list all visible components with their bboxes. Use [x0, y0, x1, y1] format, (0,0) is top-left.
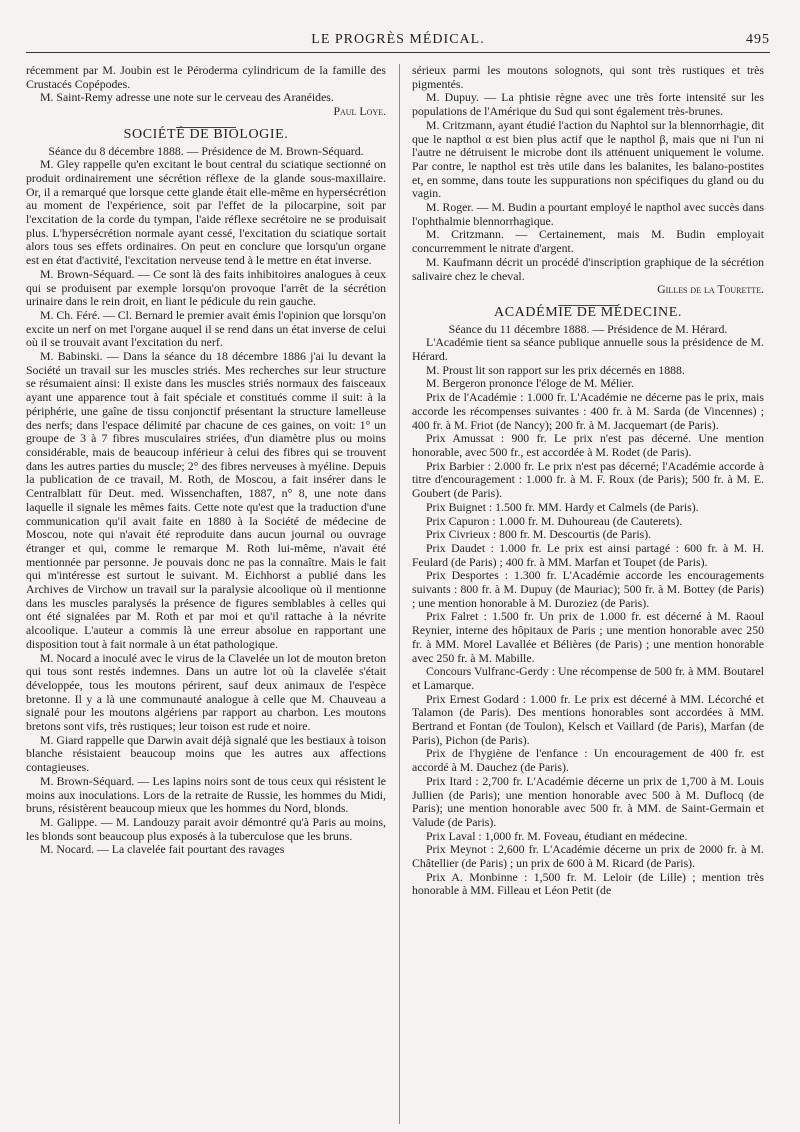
paragraph: M. Critzmann. — Certainement, mais M. Budin employait concurremment le nitrate d'argent. — [412, 227, 764, 256]
paragraph: M. Giard rappelle que Darwin avait déjà signalé que les bestiaux à toison blanche résistaient beaucoup moins que les autres aux affections contagieuses. — [26, 732, 386, 775]
paragraph: Prix Desportes : 1.300 fr. L'Académie accorde les encouragements suivants : 800 fr. à M. Dupuy (de Mauriac); 500 fr. à M. Bottey (de Paris) ; une mention honorable à M. Duroziez (de Paris). — [412, 568, 764, 610]
paragraph: Prix Civrieux : 800 fr. M. Descourtis (de Paris). — [426, 527, 652, 542]
left-column — [26, 64, 386, 857]
section-title — [412, 305, 764, 320]
right-column — [412, 64, 764, 898]
paragraph: Prix Laval : 1,000 fr. M. Foveau, étudiant en médecine. — [426, 828, 688, 843]
paragraph: M. Brown-Séquard. — Les lapins noirs sont de tous ceux qui résistent le moins aux inoculations. Lors de la retraite de Russie, les hommes du Midi, bruns, résistèrent beaucoup mieux que les hommes du Nord, blonds. — [26, 773, 386, 816]
paragraph: Prix Ernest Godard : 1.000 fr. Le prix est décerné à MM. Lécorché et Talamon (de Paris). Des mentions honorables sont accordées à MM. Bertrand et Fontan (de Toulon), Kelsch et Vaillard (de Paris), Marfan (de Paris), Pichon (de Paris). — [412, 691, 764, 747]
paragraph: L'Académie tient sa séance publique annuelle sous la présidence de M. Hérard. — [412, 335, 764, 364]
paragraph: M. Dupuy. — La phtisie règne avec une très forte intensité sur les populations de l'Amérique du Sud qui sont également très-brunes. — [412, 90, 764, 119]
paragraph: Prix Buignet : 1.500 fr. MM. Hardy et Calmels (de Paris). — [426, 499, 699, 514]
paragraph: M. Nocard. — La clavelée fait pourtant des ravages — [40, 842, 285, 857]
page-number: 495 — [746, 32, 770, 47]
paragraph: M. Critzmann, ayant étudié l'action du Naphtol sur la blennorrhagie, dit que le napthol α est bien plus actif que le napthol β, mais que ni l'un ni l'autre ne détruisent le microbe dont ils atténuent uniquement le volume. Par contre, le napthol est très utile dans les balanites, les balano-postites et, en somme, dans toute les suppurations non spécifiques du gland ou du vagin. — [412, 117, 764, 201]
paragraph: Prix Daudet : 1.000 fr. Le prix est ainsi partagé : 600 fr. à M. H. Feulard (de Paris) ; 400 fr. à MM. Marfan et Toupet (de Paris). — [412, 540, 764, 569]
paragraph: M. Proust lit son rapport sur les prix décernés en 1888. — [426, 362, 685, 377]
paragraph: M. Nocard a inoculé avec le virus de la Clavelée un lot de mouton breton qui tous sont restés indemnes. Dans un autre lot où la clavelée s'était développée, tous les moutons périrent, sauf deux animaux de l'espèce bretonne. Il y a là une communauté analogue à celle que M. Chauveau a signalé pour les moutons algériens par rapport au charbon. Les moutons bretons sont vifs, très rustiques; leur toison est rude et noire. — [26, 650, 386, 734]
paragraph: M. Kaufmann décrit un procédé d'inscription graphique de la sécrétion salivaire chez le cheval. — [412, 254, 764, 283]
section-title-text: ACADÉMIE DE MÉDECINE. — [494, 304, 682, 320]
paragraph: Prix de l'Académie : 1.000 fr. L'Académie ne décerne pas le prix, mais accorde les récompenses suivantes : 400 fr. à M. Sarda (de Vincennes) ; 400 fr. à M. Friot (de Nancy); 200 fr. à M. Jacquemart (de Paris). — [412, 390, 764, 432]
journal-title: LE PROGRÈS MÉDICAL. — [311, 32, 485, 47]
paragraph: sérieux parmi les moutons solognots, qui sont très rustiques et très pigmentés. — [412, 63, 764, 91]
signature: Paul Loye. — [333, 104, 386, 119]
seance-line: Séance du 8 décembre 1888. — Présidence de M. Brown-Séquard. — [48, 143, 364, 158]
paragraph: M. Roger. — M. Budin a pourtant employé le napthol avec succès dans l'ophthalmie blennorrhagique. — [412, 200, 764, 228]
section-title-text: SOCIÉTÉ DE BIOLOGIE. — [123, 126, 289, 142]
section-title — [26, 127, 386, 142]
paragraph: M. Gley rappelle qu'en excitant le bout central du sciatique sectionné on produit ordinairement une sécrétion réflexe de la glande sous-maxillaire. Or, il a remarqué que lorsque cette glande était elle-même en hypersécrétion au moment de l'expérience, soit par l'effet de la pilocarpine, soit par l'excitation de la corde du tympan, l'aide réflexe secrétoire ne se produisait plus. L'hypersécrétion normale ayant cessé, l'excitation du sciatique sortait alors tous ses effets ordinaires. On peut en conclure que lorsqu'un organe est en état d'activité, l'excitation nerveuse tend à le mettre en état inverse. — [26, 157, 386, 268]
paragraph: Prix Barbier : 2.000 fr. Le prix n'est pas décerné; l'Académie accorde à titre d'encouragement : 1.000 fr. à M. F. Roux (de Paris); 500 fr. à M. E. Goubert (de Paris). — [412, 458, 764, 501]
paragraph: récemment par M. Joubin est le Péroderma cylindricum de la famille des Crustacés Copépodes. — [26, 63, 386, 91]
paragraph: Prix Capuron : 1.000 fr. M. Duhoureau (de Cauterets). — [426, 513, 683, 528]
paragraph: Prix de l'hygiène de l'enfance : Un encouragement de 400 fr. est accordé à M. Dauchez (de Paris). — [412, 746, 764, 775]
column-divider — [399, 64, 400, 1124]
signature: Gilles de la Tourette. — [657, 282, 764, 297]
paragraph: Prix A. Monbinne : 1,500 fr. M. Leloir (de Lille) ; mention très honorable à MM. Filleau et Léon Petit (de — [412, 869, 764, 898]
paragraph: Prix Meynot : 2,600 fr. L'Académie décerne un prix de 2000 fr. à M. Châtellier (de Paris) ; un prix de 600 à M. Ricard (de Paris). — [412, 842, 764, 871]
paragraph: M. Bergeron prononce l'éloge de M. Mélier. — [426, 376, 634, 391]
paragraph: Prix Falret : 1.500 fr. Un prix de 1.000 fr. est décerné à M. Raoul Reynier, interne des hôpitaux de Paris ; une mention honorable avec 250 fr. à MM. Morel Lavallée et Bélières (de Paris) ; une mention honorable avec 250 fr. à M. Mabille. — [412, 609, 764, 665]
paragraph: Concours Vulfranc-Gerdy : Une récompense de 500 fr. à MM. Boutarel et Lamarque. — [412, 664, 764, 692]
running-header — [26, 30, 770, 53]
paragraph: M. Saint-Remy adresse une note sur le cerveau des Aranéides. — [40, 90, 334, 105]
paragraph: M. Ch. Féré. — Cl. Bernard le premier avait émis l'opinion que lorsqu'on excite un nerf on met l'organe auquel il se rend dans un état inverse de celui où il se trouvait avant l'excitation du nerf. — [26, 307, 386, 350]
paragraph: M. Brown-Séquard. — Ce sont là des faits inhibitoires analogues à ceux qui se produisent par exemple lorsqu'on provoque l'arrêt de la sécrétion urinaire dans le rein droit, en liant le pédicule du rein gauche. — [26, 266, 386, 309]
seance-line: Séance du 11 décembre 1888. — Présidence de M. Hérard. — [448, 321, 728, 336]
paragraph: M. Babinski. — Dans la séance du 18 décembre 1886 j'ai lu devant la Société un travail sur les muscles striés. Mes recherches sur leur structure se résumaient ainsi: Il existe dans les muscles striés normaux des faisceaux ayant une apparence tout à fait spéciale et constitués comme il suit: à la périphérie, une gaîne de tissu conjonctif présentant la structure lamelleuse des nerfs; dans l'espace délimité par chacune de ces gaines, on voit: 1° un groupe de 3 à 7 fibres musculaires striées, d'un diamètre plus ou moins considérable, mais de beaucoup inférieur à celui des fibres qui se trouvent dans les autres parties du muscle; 2° des fibres nerveuses à myéline. Depuis la publication de ce travail, M. Roth, de Moscou, a fait insérer dans le Centralblatt für Deut. med. Wissenchaften, 1887, n° 8, une note dans laquelle il signale les mêmes faits. Cette note qu'est que la traduction d'une communication qu'il avait faite en 1880 à la Société de médecine de Moscou, note qui n'avait été reproduite dans aucun journal ou ouvrage étranger et qui, comme le remarque M. Roth lui-même, n'avait été mentionnée par personne. Je pouvais donc ne pas la connaître. Mais le fait qui m'intéresse est surtout le suivant. M. Eichhorst a publié dans les Archives de Virchow un travail sur la paralysie alcoolique où il mentionne dans les muscles paralysés la présence de figures semblables à celles qui ont été signalées par M. Roth et par moi et qu'il rattache à la névrite alcoolique. L'auteur a commis là une erreur absolue en rapportant une disposition tout à fait normale à un état pathologique. — [26, 349, 386, 651]
paragraph: Prix Amussat : 900 fr. Le prix n'est pas décerné. Une mention honorable, avec 500 fr., est accordée à M. Rodet (de Paris). — [412, 431, 764, 459]
paragraph: M. Galippe. — M. Landouzy parait avoir démontré qu'à Paris au moins, les blonds sont beaucoup plus exposés à la tuberculose que les bruns. — [26, 814, 386, 843]
paragraph: Prix Itard : 2,700 fr. L'Académie décerne un prix de 1,700 à M. Louis Jullien (de Paris); une mention honorable avec 500 à M. Duflocq (de Paris); une mention honorable avec 500 fr. à MM. de Saint-Germain et Valude (de Paris). — [412, 773, 764, 829]
